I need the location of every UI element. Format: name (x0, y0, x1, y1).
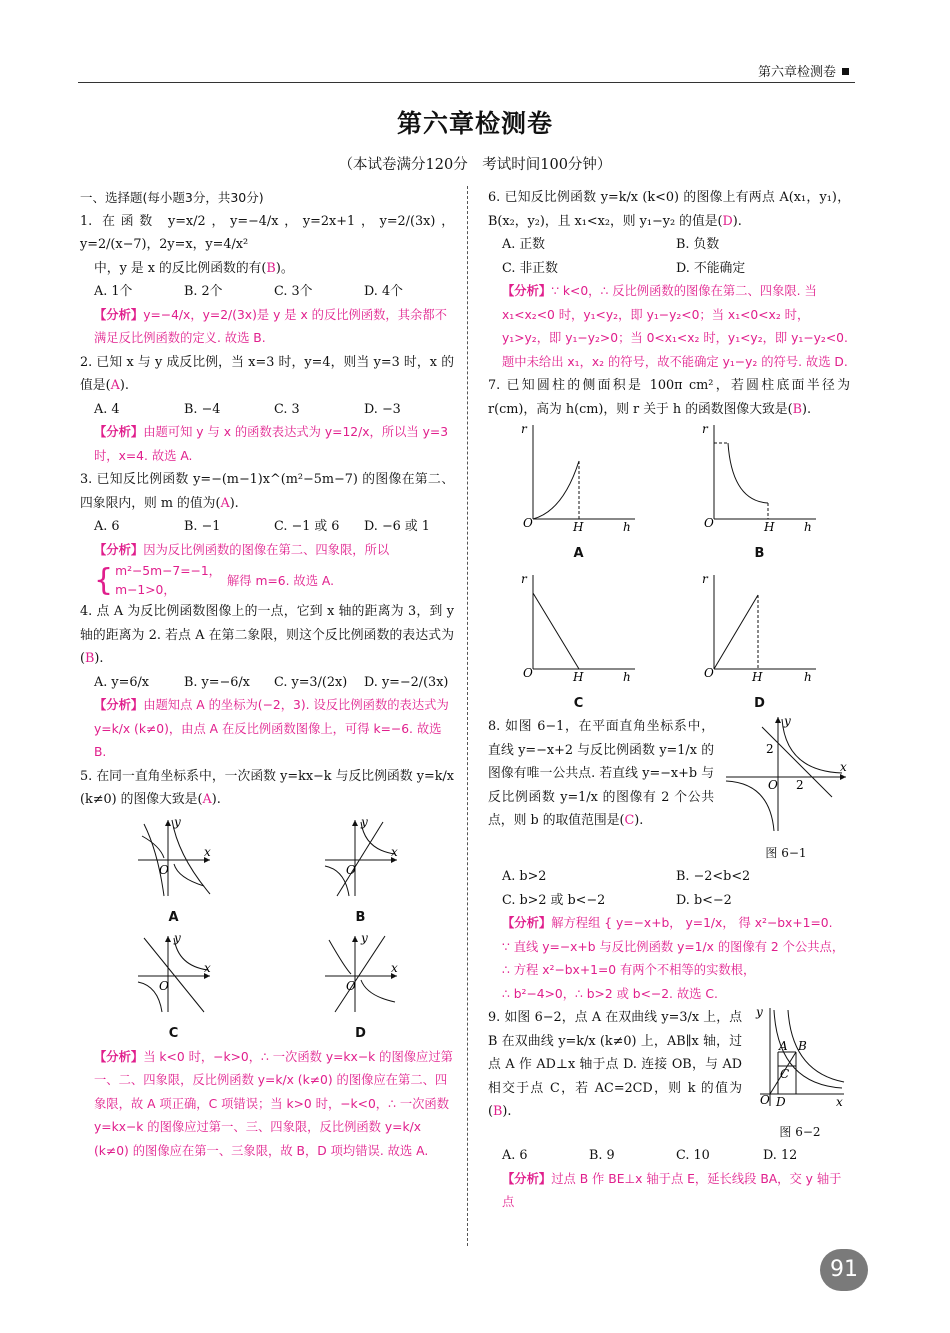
q4-answer: B (85, 651, 95, 666)
q7-graph-a (519, 421, 639, 533)
q1-option-a: A. 1个 (94, 284, 133, 299)
q1-stem-2: 中，y 是 x 的反比例函数的有(B)。 (94, 260, 294, 276)
q8-analysis-d: ∴ b²−4>0，∴ b>2 或 b<−2. 故选 C. (502, 986, 718, 1001)
q7-b-h-mark: H (763, 520, 774, 533)
svg-text:O: O (158, 978, 169, 993)
q7-d-origin: O (703, 666, 714, 680)
fig6-1-caption: 图 6−1 (765, 845, 807, 860)
question-1 (80, 210, 454, 351)
q9-option-c: C. 10 (676, 1148, 710, 1163)
q5-label-a: A (168, 910, 179, 925)
q3-eq1: m²−5m−7=−1， (115, 564, 221, 578)
question-4 (80, 600, 454, 765)
q7-label-d: D (754, 695, 765, 711)
q5-label-b: B (355, 910, 366, 925)
svg-text:y: y (756, 1006, 763, 1019)
svg-text:O: O (345, 862, 356, 877)
q1-option-d: D. 4个 (364, 284, 403, 299)
q7-b-h-axis: h (803, 520, 812, 533)
q1-option-b: B. 2个 (184, 284, 223, 299)
q3-eq2: m−1>0， (115, 583, 176, 597)
q8-analysis-c: ∴ 方程 x²−bx+1=0 有两个不相等的实数根， (502, 963, 756, 977)
column-divider (467, 186, 468, 1246)
svg-text:x: x (390, 960, 398, 975)
q8-option-c: C. b>2 或 b<−2 (502, 892, 606, 908)
q2-option-d: D. −3 (364, 401, 401, 417)
q2-option-c: C. 3 (274, 401, 300, 417)
running-title: 第六章检测卷 (758, 61, 849, 80)
fig6-2-graph (752, 1006, 848, 1112)
right-column (488, 186, 850, 1215)
running-header (78, 58, 855, 83)
svg-text:O: O (768, 778, 778, 792)
left-column (80, 186, 454, 1163)
svg-text:O: O (345, 978, 356, 993)
q2-options (80, 398, 454, 422)
q1-analysis: 【分析】y=−4/x，y=2/(3x)是 y 是 x 的反比例函数，其余都不满足反比例函数的定义. 故选 B. (94, 307, 447, 345)
q5-label-c: C (168, 1026, 179, 1041)
q6-option-b: B. 负数 (676, 237, 720, 252)
q5-answer: A (202, 792, 212, 807)
q1-answer: B (266, 260, 276, 276)
q7-d-h-mark: H (751, 670, 762, 683)
square-icon (842, 68, 849, 75)
q6-analysis: 【分析】∵ k<0，∴ 反比例函数的图像在第二、四象限. 当 x₁<x₂<0 时，y₁<y₂，即 y₁−y₂<0；当 x₁<0<x₂ 时，y₁>y₂，即 y₁−y₂>0；当 0<x₁<x₂ 时，y₁<y₂，即 y₁−y₂<0. 题中未给出 x₁，x₂ 的符号，故不能确定 y₁−y₂ 的符号. 故选 D. (502, 284, 848, 369)
q7-d-h-axis: h (803, 670, 812, 683)
q5-stem: 5. 在同一直角坐标系中，一次函数 y=kx−k 与反比例函数 y=k/x (k≠0) 的图像大致是(A). (80, 768, 454, 807)
q8-stem: 8. 如图 6−1，在平面直角坐标系中，直线 y=−x+2 与反比例函数 y=1/x 的图像有唯一公共点. 若直线 y=−x+b 与反比例函数 y=1/x 的图像有 2 个公共点，则 b 的取值范围是(C). (488, 719, 714, 828)
q5-figure-d (321, 932, 401, 1046)
question-8 (488, 715, 850, 1006)
q3-option-c: C. −1 或 6 (274, 519, 340, 534)
q7-figure-b (700, 421, 820, 565)
q3-answer: A (220, 495, 230, 511)
q7-stem: 7. 已知圆柱的侧面积是 100π cm²，若圆柱底面半径为 r(cm)，高为 h(cm)，则 r 关于 h 的函数图像大致是(B). (488, 378, 850, 417)
q5-analysis: 【分析】当 k<0 时，−k>0，∴ 一次函数 y=kx−k 的图像应过第一、二、四象限，反比例函数 y=k/x (k≠0) 的图像应在第二、四象限，故 A 项正确，C 项错误；当 k>0 时，−k<0，∴ 一次函数 y=kx−k 的图像应过第一、三、四象限，反比例函数 y=k/x (k≠0) 的图像应在第一、三象限，故 B，D 项均错误. 故选 A. (94, 1049, 453, 1158)
q8-analysis-a: 【分析】解方程组 { y=−x+b， y=1/x， 得 x²−bx+1=0. (502, 916, 833, 930)
q7-label-a: A (573, 545, 584, 561)
q7-b-r-axis: r (701, 422, 708, 436)
q7-label-c: C (573, 695, 584, 711)
q9-options (488, 1144, 850, 1168)
q5-figure-c (134, 932, 214, 1046)
q8-option-a: A. b>2 (502, 869, 547, 884)
q1-options (80, 280, 454, 304)
question-5 (80, 765, 454, 1164)
q5-graph-c (134, 932, 214, 1014)
q6-answer: D (722, 213, 733, 229)
q7-graph-b (700, 421, 820, 533)
q7-answer: B (792, 401, 802, 417)
question-7 (488, 374, 850, 715)
q5-graph-a (134, 816, 214, 898)
q4-option-a: A. y=6/x (94, 674, 149, 690)
q8-answer: C (624, 813, 635, 828)
q4-option-d: D. y=−2/(3x) (364, 674, 449, 690)
q7-b-origin: O (703, 516, 714, 530)
svg-text:x: x (840, 760, 847, 774)
svg-text:B: B (798, 1039, 807, 1053)
q6-option-d: D. 不能确定 (676, 260, 746, 276)
q9-stem: 9. 如图 6−2，点 A 在双曲线 y=3/x 上，点 B 在双曲线 y=k/x (k≠0) 上，AB∥x 轴，过点 A 作 AD⊥x 轴于点 D. 连接 OB，与 AD 相交于点 C，若 AC=2CD，则 k 的值为(B). (488, 1010, 742, 1119)
fig6-1-graph (722, 715, 850, 833)
q7-figure-d (700, 571, 820, 715)
svg-text:O: O (158, 862, 169, 877)
question-9 (488, 1006, 850, 1215)
q7-figures-row1 (488, 421, 850, 565)
exam-info: （本试卷满分120分 考试时间100分钟） (338, 157, 612, 173)
q7-a-origin: O (522, 516, 533, 530)
q4-option-b: B. y=−6/x (184, 674, 250, 690)
q5-figure-b (321, 816, 401, 930)
q1-stem: 1. 在函数 y=x/2，y=−4/x，y=2x+1，y=2/(3x)，y=2/(x−7)，2y=x，y=4/x² (80, 213, 454, 252)
q7-figures-row2 (488, 571, 850, 715)
svg-text:y: y (173, 931, 181, 945)
q6-stem: 6. 已知反比例函数 y=k/x (k<0) 的图像上有两点 A(x₁，y₁)，B(x₂，y₂)，且 x₁<x₂，则 y₁−y₂ 的值是(D). (488, 190, 850, 229)
q2-option-a: A. 4 (94, 401, 120, 417)
page-title: 第六章检测卷 (396, 109, 553, 138)
svg-text:x: x (203, 960, 211, 975)
q4-options (80, 671, 454, 695)
svg-text:x: x (203, 844, 211, 859)
svg-text:y: y (360, 931, 368, 945)
q1-option-c: C. 3个 (274, 284, 313, 299)
q8-option-d: D. b<−2 (676, 892, 732, 908)
q9-analysis: 【分析】过点 B 作 BE⊥x 轴于点 E，延长线段 BA，交 y 轴于点 (502, 1171, 842, 1209)
question-2 (80, 351, 454, 469)
q7-d-r-axis: r (701, 572, 708, 586)
q7-c-h-mark: H (572, 670, 583, 683)
q3-analysis: 【分析】因为反比例函数的图像在第二、四象限，所以 (94, 542, 390, 557)
q3-stem: 3. 已知反比例函数 y=−(m−1)x^(m²−5m−7) 的图像在第二、四象限内，则 m 的值为(A). (80, 472, 454, 511)
fig6-2-caption: 图 6−2 (779, 1124, 821, 1139)
svg-text:y: y (360, 815, 368, 829)
q7-label-b: B (754, 545, 765, 561)
q7-a-h-mark: H (572, 520, 583, 533)
q4-option-c: C. y=3/(2x) (274, 674, 348, 690)
q7-figure-a (519, 421, 639, 565)
page-number-badge: 91 (820, 1249, 868, 1291)
q5-figure-a (134, 816, 214, 930)
q3-options (80, 515, 454, 539)
question-6 (488, 186, 850, 374)
svg-text:C: C (780, 1067, 790, 1081)
q3-option-a: A. 6 (94, 519, 120, 534)
q5-label-d: D (355, 1026, 366, 1041)
svg-text:O: O (760, 1093, 770, 1107)
q4-analysis: 【分析】由题知点 A 的坐标为(−2，3). 设反比例函数的表达式为 y=k/x (k≠0)，由点 A 在反比例函数图像上，可得 k=−6. 故选 B. (94, 698, 449, 759)
q8-option-b: B. −2<b<2 (676, 869, 751, 884)
q7-a-r-axis: r (520, 422, 527, 436)
q4-stem: 4. 点 A 为反比例函数图像上的一点，它到 x 轴的距离为 3，到 y 轴的距离为 2. 若点 A 在第二象限，则这个反比例函数的表达式为(B). (80, 604, 454, 666)
svg-text:y: y (784, 715, 791, 728)
q3-option-b: B. −1 (184, 519, 221, 534)
q5-graph-b (321, 816, 401, 898)
section-heading: 一、选择题(每小题3分，共30分) (80, 190, 264, 205)
q9-option-a: A. 6 (502, 1148, 528, 1163)
figure-6-1 (722, 715, 850, 865)
q6-option-a: A. 正数 (502, 237, 545, 252)
svg-text:x: x (390, 844, 398, 859)
q7-c-origin: O (522, 666, 533, 680)
svg-text:x: x (836, 1095, 843, 1109)
svg-text:2: 2 (766, 742, 774, 756)
q7-graph-d (700, 571, 820, 683)
q7-c-h-axis: h (622, 670, 631, 683)
q5-graph-d (321, 932, 401, 1014)
q2-analysis: 【分析】由题可知 y 与 x 的函数表达式为 y=12/x，所以当 y=3 时，x=4. 故选 A. (94, 425, 449, 463)
question-3 (80, 468, 454, 600)
svg-text:2: 2 (796, 778, 804, 792)
q8-analysis-b: ∵ 直线 y=−x+b 与反比例函数 y=1/x 的图像有 2 个公共点， (502, 939, 845, 954)
q2-answer: A (110, 378, 120, 393)
q9-option-b: B. 9 (589, 1148, 615, 1163)
q9-option-d: D. 12 (763, 1148, 798, 1163)
q3-system: { m²−5m−7=−1， m−1>0， 解得 m=6. 故选 A. (94, 563, 335, 598)
q2-stem: 2. 已知 x 与 y 成反比例，当 x=3 时，y=4，则当 y=3 时，x 的值是(A). (80, 354, 454, 393)
q7-graph-c (519, 571, 639, 683)
q7-c-r-axis: r (520, 572, 527, 586)
q3-option-d: D. −6 或 1 (364, 519, 430, 534)
q7-a-h-axis: h (622, 520, 631, 533)
q5-figures-row1 (80, 816, 454, 930)
figure-6-2 (752, 1006, 848, 1144)
svg-text:y: y (173, 815, 181, 829)
svg-text:D: D (776, 1095, 786, 1109)
q9-answer: B (493, 1104, 503, 1119)
q6-options (488, 233, 850, 280)
q3-solution: 解得 m=6. 故选 A. (226, 573, 335, 588)
q2-option-b: B. −4 (184, 401, 221, 417)
q5-figures-row2 (80, 932, 454, 1046)
q6-option-c: C. 非正数 (502, 260, 558, 276)
svg-text:A: A (779, 1039, 788, 1053)
q7-figure-c (519, 571, 639, 715)
q8-options (488, 865, 850, 912)
